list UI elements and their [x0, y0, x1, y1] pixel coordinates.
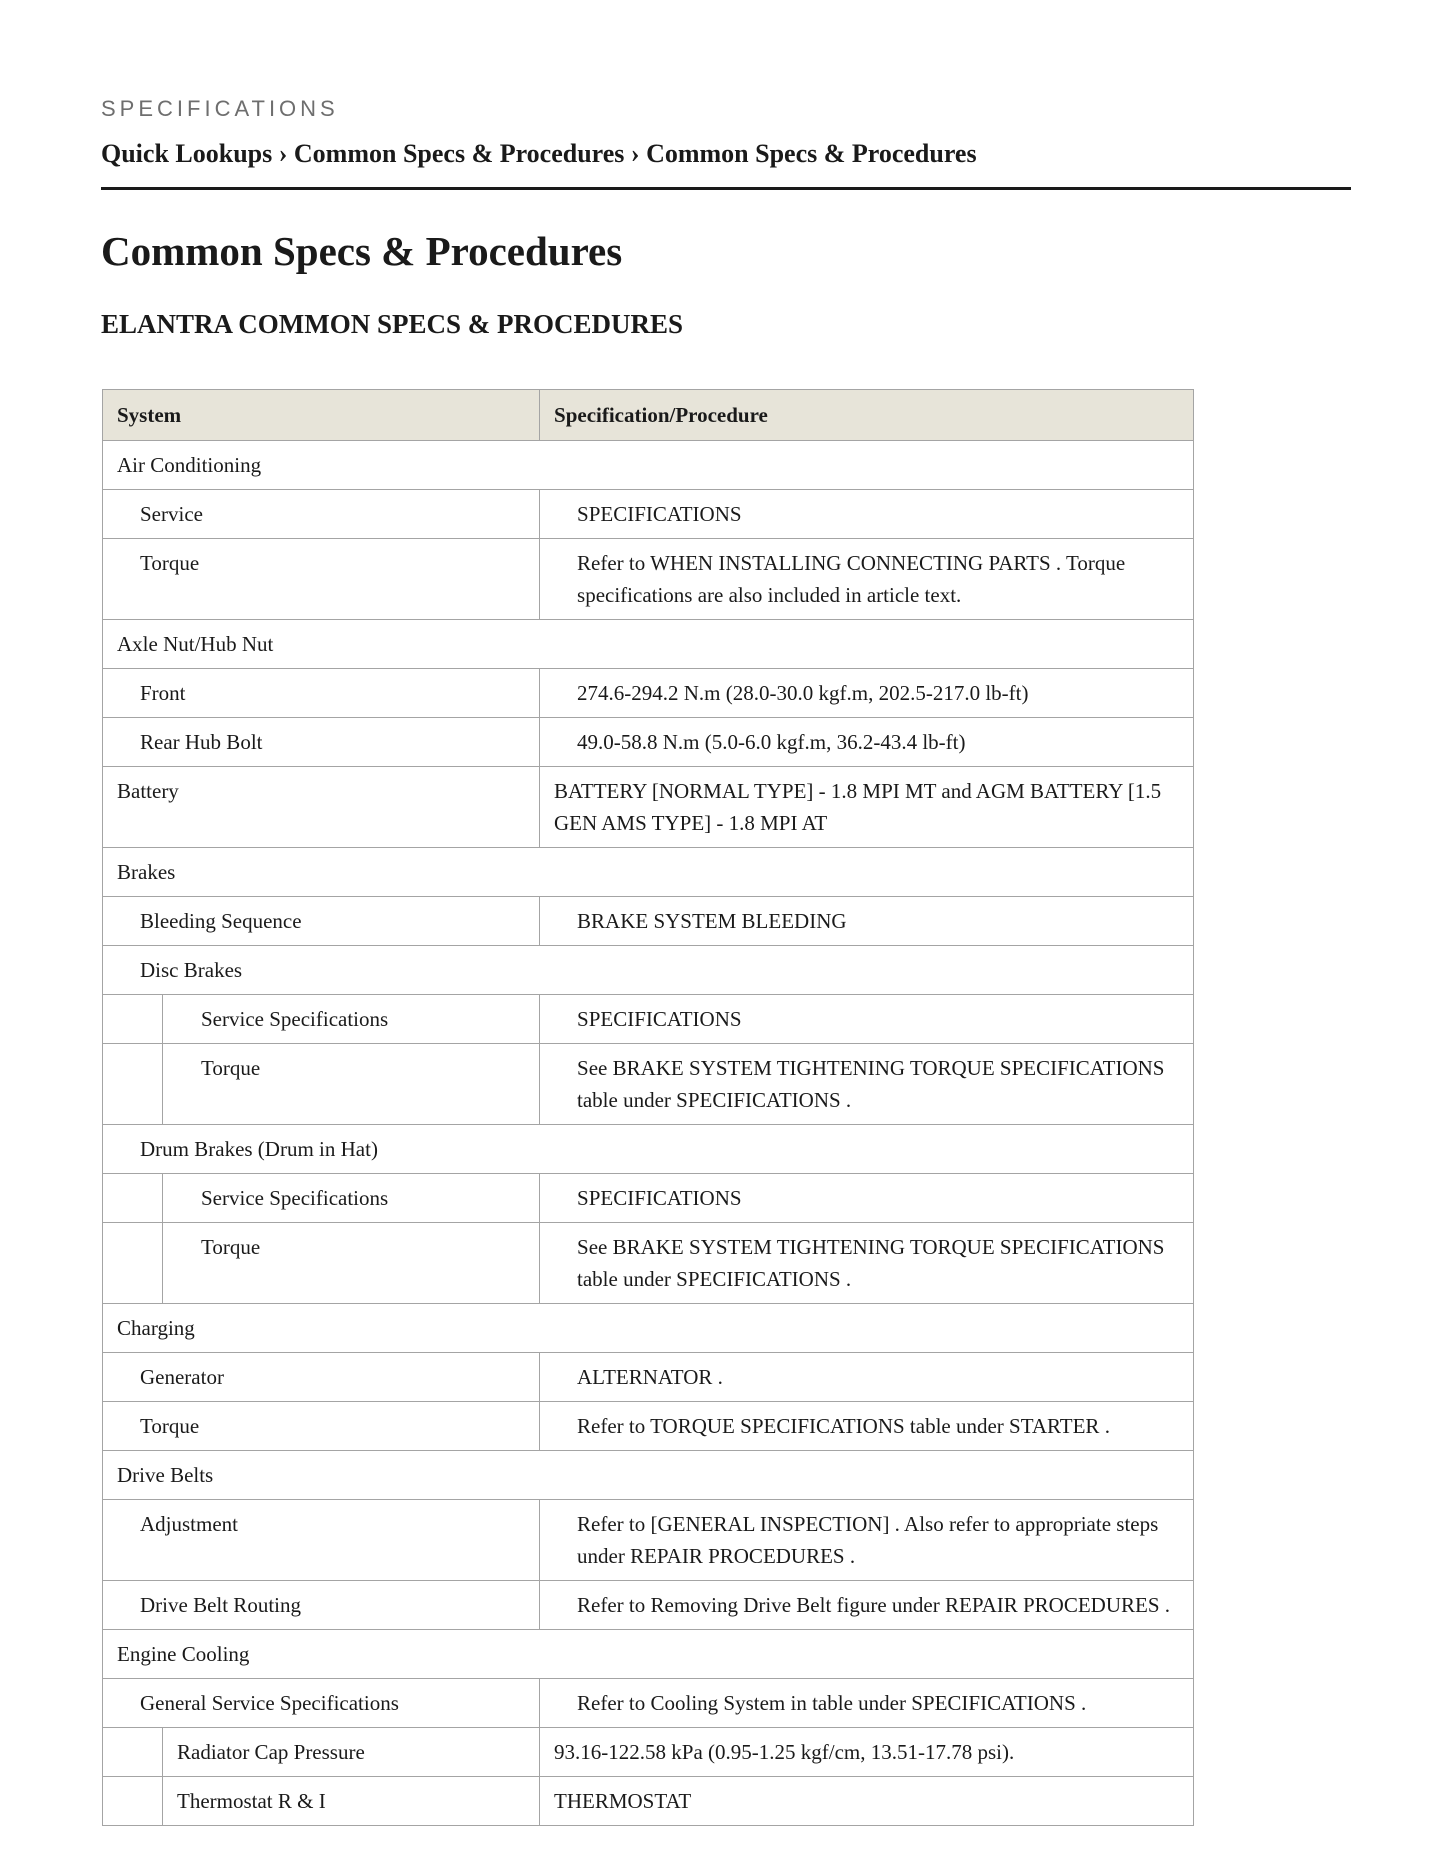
- system-cell: Torque: [163, 1044, 540, 1125]
- table-group-row: [103, 1304, 1194, 1353]
- table-row: [103, 1679, 1194, 1728]
- page-subtitle: ELANTRA COMMON SPECS & PROCEDURES: [101, 309, 684, 339]
- system-cell: Torque: [103, 539, 540, 620]
- table-row: [103, 1353, 1194, 1402]
- system-cell: Service Specifications: [163, 995, 540, 1044]
- group-label: Disc Brakes: [103, 946, 1194, 995]
- group-label: Brakes: [103, 848, 1194, 897]
- spec-cell: Refer to WHEN INSTALLING CONNECTING PARTS . Torque specifications are also included in article text.: [540, 539, 1194, 620]
- system-cell: Battery: [103, 767, 540, 848]
- table-group-row: [103, 848, 1194, 897]
- table-group-row: [103, 1451, 1194, 1500]
- group-label: Engine Cooling: [103, 1630, 1194, 1679]
- system-cell: Torque: [163, 1223, 540, 1304]
- table-row: [103, 1728, 1194, 1777]
- spec-cell: Refer to Cooling System in table under SPECIFICATIONS .: [540, 1679, 1194, 1728]
- spec-cell: 274.6-294.2 N.m (28.0-30.0 kgf.m, 202.5-217.0 lb-ft): [540, 669, 1194, 718]
- table-group-row: [103, 620, 1194, 669]
- column-header-system: System: [103, 390, 540, 441]
- table-row: [103, 490, 1194, 539]
- spec-cell: SPECIFICATIONS: [540, 1174, 1194, 1223]
- table-row: [103, 995, 1194, 1044]
- spec-cell: THERMOSTAT: [540, 1777, 1194, 1826]
- spec-cell: ALTERNATOR .: [540, 1353, 1194, 1402]
- system-cell: General Service Specifications: [103, 1679, 540, 1728]
- indent-gutter: [103, 1223, 163, 1304]
- table-row: [103, 897, 1194, 946]
- section-kicker: SPECIFICATIONS: [101, 96, 339, 121]
- table-row: [103, 539, 1194, 620]
- group-label: Drive Belts: [103, 1451, 1194, 1500]
- spec-cell: SPECIFICATIONS: [540, 995, 1194, 1044]
- system-cell: Torque: [103, 1402, 540, 1451]
- indent-gutter: [103, 1174, 163, 1223]
- group-label: Drum Brakes (Drum in Hat): [103, 1125, 1194, 1174]
- system-cell: Front: [103, 669, 540, 718]
- spec-cell: Refer to Removing Drive Belt figure under REPAIR PROCEDURES .: [540, 1581, 1194, 1630]
- table-row: [103, 1223, 1194, 1304]
- system-cell: Service: [103, 490, 540, 539]
- table-header-row: [103, 390, 1194, 441]
- table-row: [103, 1777, 1194, 1826]
- table-row: [103, 669, 1194, 718]
- specs-table: [102, 389, 1194, 1826]
- indent-gutter: [103, 1728, 163, 1777]
- table-row: [103, 1581, 1194, 1630]
- table-row: [103, 1044, 1194, 1125]
- group-label: Axle Nut/Hub Nut: [103, 620, 1194, 669]
- column-header-specification: Specification/Procedure: [540, 390, 1194, 441]
- table-group-row: [103, 1125, 1194, 1174]
- group-label: Air Conditioning: [103, 441, 1194, 490]
- system-cell: Thermostat R & I: [163, 1777, 540, 1826]
- spec-cell: Refer to TORQUE SPECIFICATIONS table under STARTER .: [540, 1402, 1194, 1451]
- spec-cell: 93.16-122.58 kPa (0.95-1.25 kgf/cm, 13.51-17.78 psi).: [540, 1728, 1194, 1777]
- spec-cell: See BRAKE SYSTEM TIGHTENING TORQUE SPECIFICATIONS table under SPECIFICATIONS .: [540, 1044, 1194, 1125]
- spec-cell: See BRAKE SYSTEM TIGHTENING TORQUE SPECIFICATIONS table under SPECIFICATIONS .: [540, 1223, 1194, 1304]
- system-cell: Drive Belt Routing: [103, 1581, 540, 1630]
- table-row: [103, 767, 1194, 848]
- page-title: Common Specs & Procedures: [101, 228, 623, 274]
- table-group-row: [103, 1630, 1194, 1679]
- indent-gutter: [103, 995, 163, 1044]
- table-row: [103, 718, 1194, 767]
- spec-cell: 49.0-58.8 N.m (5.0-6.0 kgf.m, 36.2-43.4 lb-ft): [540, 718, 1194, 767]
- header-divider: [101, 187, 1351, 190]
- spec-cell: Refer to [GENERAL INSPECTION] . Also refer to appropriate steps under REPAIR PROCEDURES .: [540, 1500, 1194, 1581]
- system-cell: Radiator Cap Pressure: [163, 1728, 540, 1777]
- table-group-row: [103, 441, 1194, 490]
- spec-cell: BATTERY [NORMAL TYPE] - 1.8 MPI MT and AGM BATTERY [1.5 GEN AMS TYPE] - 1.8 MPI AT: [540, 767, 1194, 848]
- system-cell: Rear Hub Bolt: [103, 718, 540, 767]
- spec-cell: SPECIFICATIONS: [540, 490, 1194, 539]
- table-row: [103, 1500, 1194, 1581]
- group-label: Charging: [103, 1304, 1194, 1353]
- table-row: [103, 1174, 1194, 1223]
- indent-gutter: [103, 1044, 163, 1125]
- system-cell: Generator: [103, 1353, 540, 1402]
- system-cell: Service Specifications: [163, 1174, 540, 1223]
- breadcrumb: Quick Lookups › Common Specs & Procedures › Common Specs & Procedures: [101, 139, 977, 168]
- system-cell: Bleeding Sequence: [103, 897, 540, 946]
- specs-table-body: [103, 441, 1194, 1826]
- indent-gutter: [103, 1777, 163, 1826]
- table-group-row: [103, 946, 1194, 995]
- table-row: [103, 1402, 1194, 1451]
- system-cell: Adjustment: [103, 1500, 540, 1581]
- spec-cell: BRAKE SYSTEM BLEEDING: [540, 897, 1194, 946]
